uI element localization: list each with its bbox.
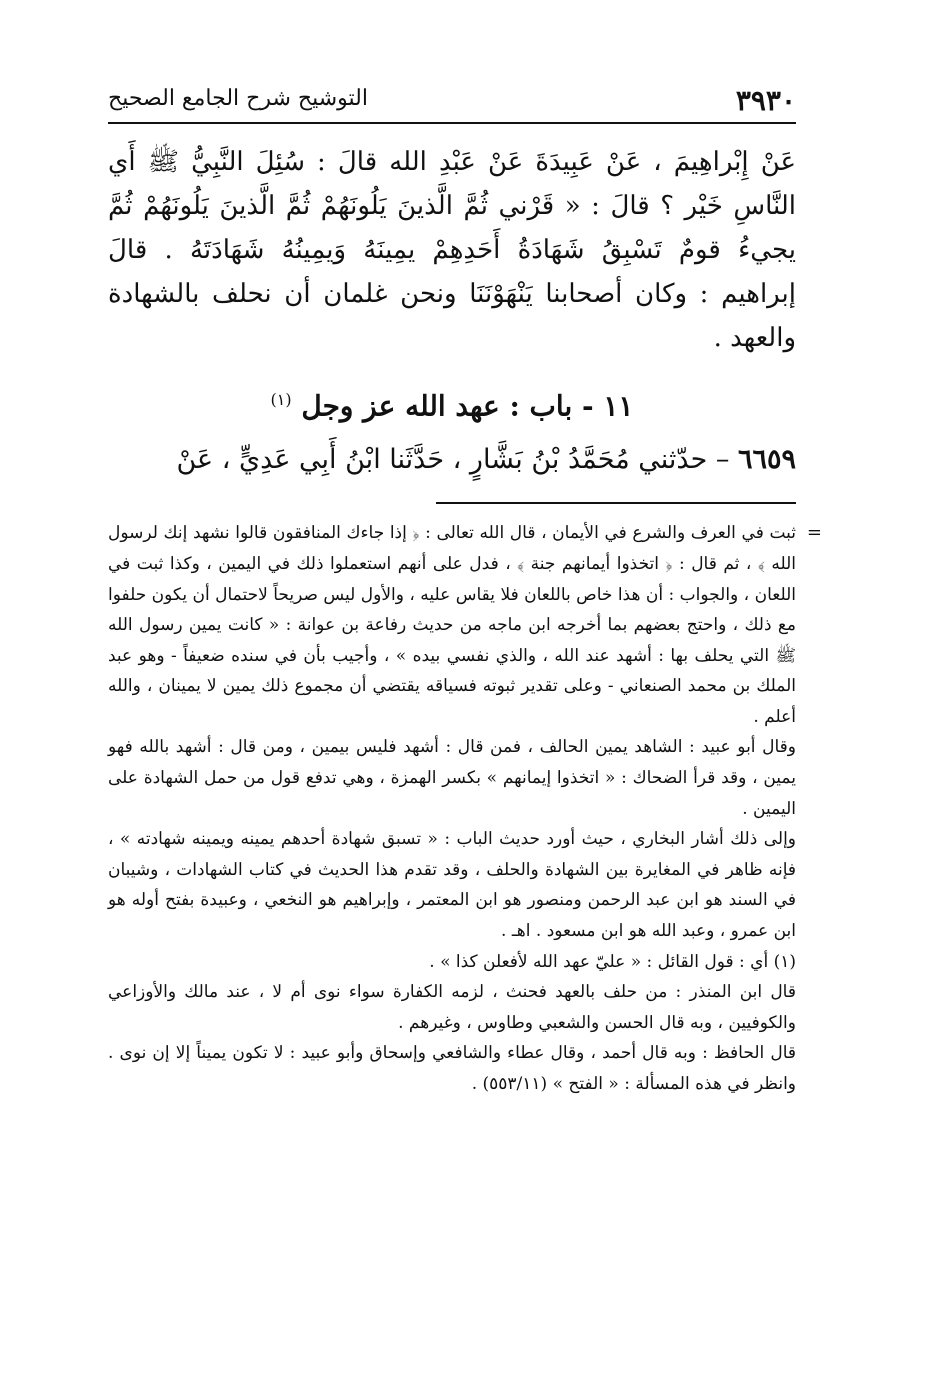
chapter-footnote-ref: (١) bbox=[270, 390, 292, 409]
footnote-paragraph: قال ابن المنذر : من حلف بالعهد فحنث ، لزمه الكفارة سواء نوى أم لا ، عند مالك والأوزاعي والكوفيين ، وبه قال الحسن والشعبي وطاوس ، وغيرهم . bbox=[108, 982, 796, 1033]
continuation-marker: = bbox=[806, 522, 822, 544]
footnote-divider bbox=[436, 502, 796, 504]
hadith-number: ٦٦٥٩ bbox=[737, 444, 796, 476]
footnote-paragraph: (١) أي : قول القائل : « عليّ عهد الله لأفعلن كذا » . bbox=[429, 951, 796, 972]
page bbox=[108, 78, 822, 1100]
hadith-text: – حدّثني مُحَمَّدُ بْنُ بَشَّارٍ ، حَدَّثَنا ابْنُ أَبِي عَدِيٍّ ، عَنْ bbox=[176, 444, 730, 476]
chapter-heading bbox=[108, 378, 796, 428]
footnote-paragraph: وإلى ذلك أشار البخاري ، حيث أورد حديث الباب : « تسبق شهادة أحدهم يمينه ويمينه شهادته » ، فإنه ظاهر في المغايرة بين الشهادة والحلف ، وقد تقدم هذا الحديث في كتاب الشهادات ، وشيبان في السند هو ابن عبد الرحمن ومنصور هو ابن المعتمر ، وإبراهيم هو النخعي ، وعبيدة بفتح أوله هو ابن عمرو ، وعبد الله هو ابن مسعود . اهـ . bbox=[108, 829, 796, 942]
hadith-line bbox=[108, 438, 796, 482]
main-text bbox=[108, 140, 796, 360]
page-number: ٣٩٣٠ bbox=[735, 84, 796, 117]
chapter-heading-text: ١١ - باب : عهد الله عز وجل bbox=[301, 389, 634, 423]
footnotes bbox=[108, 518, 822, 1099]
running-header bbox=[108, 78, 796, 124]
hadith-continuation: عَنْ إِبْراهِيمَ ، عَنْ عَبِيدَةَ عَنْ عَبْدِ الله قالَ : سُئِلَ النَّبِيُّ ﷺ أَي النَّاسِ خَيْر ؟ قالَ : « قَرْني ثُمَّ الَّذينَ يَلُونَهُمْ ثُمَّ الَّذينَ يَلُونَهُمْ ثُمَّ يجيءُ قومٌ تَسْبِقُ شَهَادَةُ أَحَدِهِمْ يمِينَهُ وَيمِينُهُ شَهَادَتَهُ . قالَ إبراهيم : وكان أصحابنا يَنْهَوْنَنَا ونحن غلمان أن نحلف بالشهادة والعهد . bbox=[108, 147, 796, 353]
book-title: التوشيح شرح الجامع الصحيح bbox=[108, 86, 368, 111]
footnote-paragraph: وقال أبو عبيد : الشاهد يمين الحالف ، فمن قال : أشهد فليس بيمين ، ومن قال : أشهد بالله فهو يمين ، وقد قرأ الضحاك : « اتخذوا إيمانهم » بكسر الهمزة ، وهي تدفع قول من حمل الشهادة على اليمين . bbox=[108, 737, 796, 819]
footnote-paragraph: قال الحافظ : وبه قال أحمد ، وقال عطاء والشافعي وإسحاق وأبو عبيد : لا تكون يميناً إلا إن نوى . وانظر في هذه المسألة : « الفتح » (٥٥٣/١١) . bbox=[108, 1043, 796, 1095]
footnote-text: ثبت في العرف والشرع في الأيمان ، قال الله تعالى : ﴿ إذا جاءك المنافقون قالوا نشهد إنك لرسول الله ﴾ ، ثم قال : ﴿ اتخذوا أيمانهم جنة ﴾ ، فدل على أنهم استعملوا ذلك في اليمين ، وكذا ثبت في اللعان ، والجواب : أن هذا خاص باللعان فلا يقاس عليه ، والأول ليس صريحاً لاحتمال أن يكون حلفوا مع ذلك ، واحتج بعضهم بما أخرجه ابن ماجه من حديث رفاعة بن عوانة : « كانت يمين رسول الله ﷺ التي يحلف بها : أشهد عند الله ، والذي نفسي بيده » ، وأجيب بأن في سنده ضعيفاً - وهو عبد الملك بن محمد الصنعاني - وعلى تقدير ثبوته فسياقه يقتضي أن مجموع ذلك يمين لا يمينان ، والله أعلم . bbox=[108, 523, 796, 727]
footnote-paragraph bbox=[108, 518, 822, 732]
